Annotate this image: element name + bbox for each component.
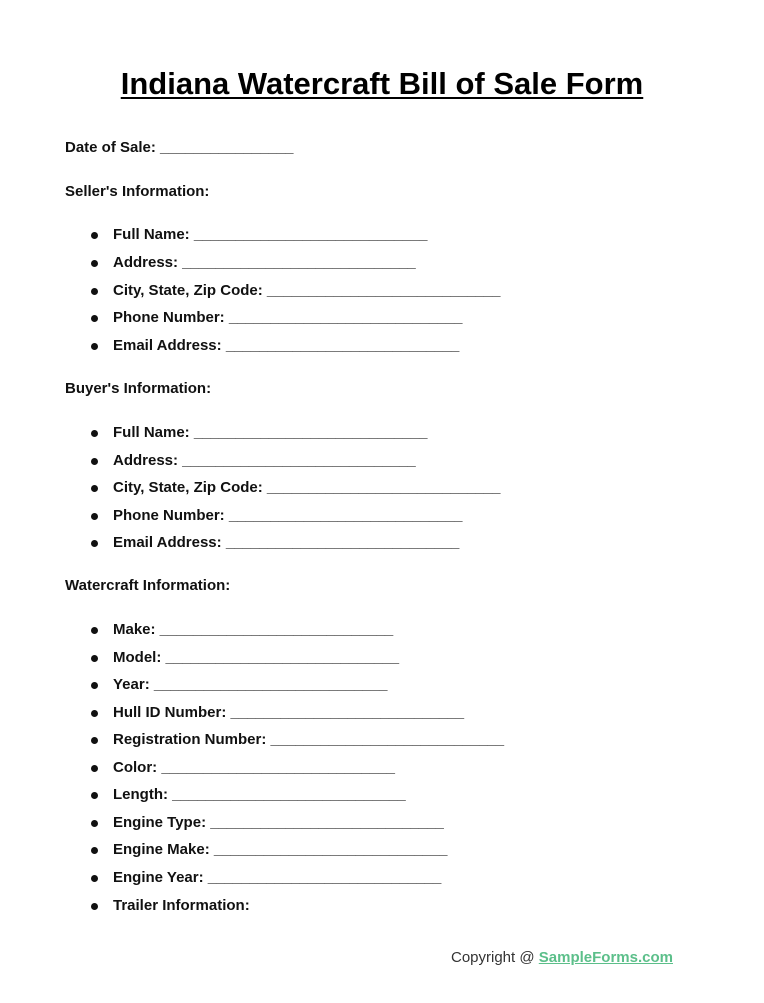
- seller-full-name-field: Full Name: ____________________________: [113, 226, 428, 243]
- watercraft-engine-type-field: Engine Type: ____________________________: [113, 814, 444, 831]
- bullet-icon: [91, 792, 98, 799]
- watercraft-hull-id-field: Hull ID Number: ____________________________: [113, 704, 465, 721]
- bullet-icon: [91, 710, 98, 717]
- bullet-icon: [91, 343, 98, 350]
- bullet-icon: [91, 875, 98, 882]
- watercraft-year-field: Year: ____________________________: [113, 676, 388, 693]
- buyer-city-state-zip-field: City, State, Zip Code: ____________________________: [113, 479, 501, 496]
- seller-address-field: Address: ____________________________: [113, 254, 416, 271]
- seller-email-field: Email Address: ____________________________: [113, 337, 460, 354]
- bullet-icon: [91, 485, 98, 492]
- watercraft-model-field: Model: ____________________________: [113, 649, 400, 666]
- bullet-icon: [91, 682, 98, 689]
- watercraft-engine-make-field: Engine Make: ____________________________: [113, 841, 448, 858]
- buyer-section-heading: Buyer's Information:: [65, 380, 212, 397]
- buyer-full-name-field: Full Name: ____________________________: [113, 424, 428, 441]
- buyer-phone-field: Phone Number: ____________________________: [113, 507, 463, 524]
- watercraft-registration-field: Registration Number: ____________________________: [113, 731, 505, 748]
- buyer-email-field: Email Address: ____________________________: [113, 534, 460, 551]
- watercraft-color-field: Color: ____________________________: [113, 759, 395, 776]
- copyright-footer: [451, 949, 673, 966]
- bullet-icon: [91, 232, 98, 239]
- watercraft-length-field: Length: ____________________________: [113, 786, 406, 803]
- bullet-icon: [91, 765, 98, 772]
- bullet-icon: [91, 540, 98, 547]
- bullet-icon: [91, 513, 98, 520]
- bullet-icon: [91, 903, 98, 910]
- date-of-sale-field: Date of Sale: ________________: [65, 139, 294, 156]
- watercraft-trailer-info-field: Trailer Information:: [113, 897, 250, 914]
- bullet-icon: [91, 820, 98, 827]
- seller-city-state-zip-field: City, State, Zip Code: ____________________________: [113, 282, 501, 299]
- seller-section-heading: Seller's Information:: [65, 183, 210, 200]
- bullet-icon: [91, 458, 98, 465]
- seller-phone-field: Phone Number: ____________________________: [113, 309, 463, 326]
- page-title: Indiana Watercraft Bill of Sale Form: [120, 66, 644, 101]
- buyer-address-field: Address: ____________________________: [113, 452, 416, 469]
- copyright-text: Copyright @: [451, 949, 539, 966]
- bullet-icon: [91, 847, 98, 854]
- watercraft-section-heading: Watercraft Information:: [65, 577, 231, 594]
- bullet-icon: [91, 288, 98, 295]
- bullet-icon: [91, 627, 98, 634]
- bullet-icon: [91, 655, 98, 662]
- watercraft-make-field: Make: ____________________________: [113, 621, 394, 638]
- bullet-icon: [91, 737, 98, 744]
- sampleforms-link[interactable]: SampleForms.com: [538, 949, 673, 966]
- bullet-icon: [91, 430, 98, 437]
- watercraft-engine-year-field: Engine Year: ____________________________: [113, 869, 442, 886]
- bullet-icon: [91, 315, 98, 322]
- bullet-icon: [91, 260, 98, 267]
